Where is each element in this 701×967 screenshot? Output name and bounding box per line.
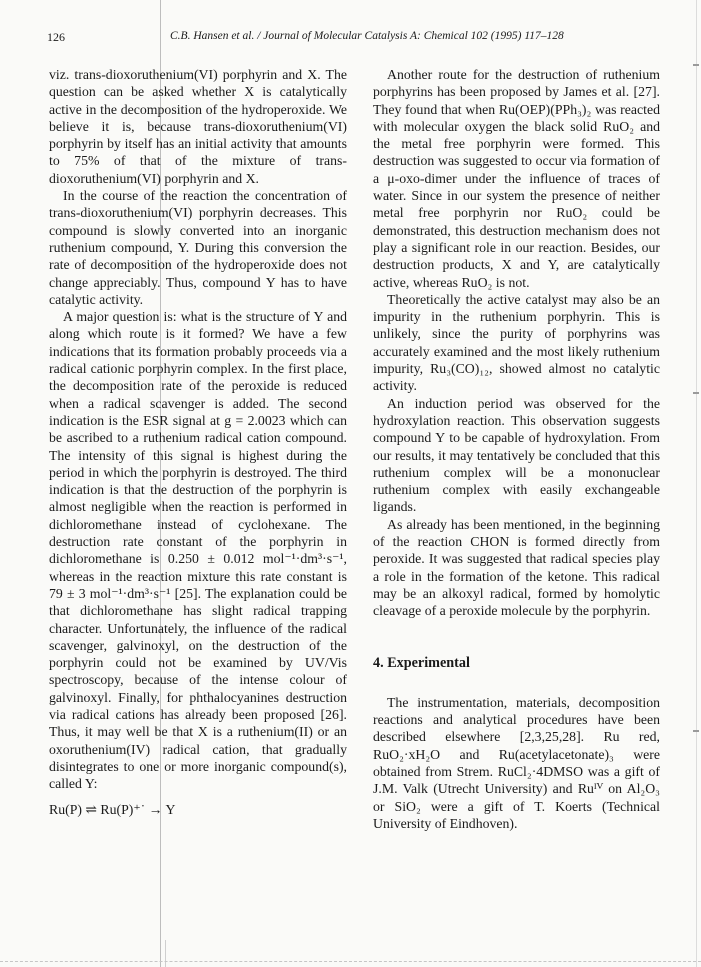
page-header xyxy=(0,30,701,48)
paragraph: Another route for the destruction of ruthenium porphyrins has been proposed by James et al. [27]. They found that when Ru(OEP)(PPh₃)₂ was reacted with molecular oxygen the black solid RuO₂ and the metal free porphyrin were formed. This destruction was suggested to occur via formation of a μ-oxo-dimer under the influence of traces of water. Since in our system the presence of neither metal free porphyrin nor RuO₂ could be demonstrated, this destruction mechanism does not play a significant role in our reaction. Besides, our destruction products, X and Y, are catalytically active, whereas RuO₂ is not. xyxy=(373,67,660,290)
right-column xyxy=(373,66,660,832)
left-column xyxy=(49,66,347,819)
edge-mark xyxy=(693,392,699,394)
bottom-dashed-rule xyxy=(0,961,701,962)
page-number: 126 xyxy=(47,30,65,44)
edge-mark xyxy=(693,64,699,66)
paragraph: Theoretically the active catalyst may also be an impurity in the ruthenium porphyrin. This is unlikely, since the purity of porphyrins was accurately examined and the most likely ruthenium impurity, Ru₃(CO)₁₂, showed almost no catalytic activity. xyxy=(373,291,660,394)
paragraph: A major question is: what is the structure of Y and along which route is it formed? We have a few indications that its formation probably proceeds via a radical cationic porphyrin complex. In the first place, the decomposition rate of the peroxide is reduced when a radical scavenger is added. The second indication is the ESR signal at g = 2.0023 which can be ascribed to a ruthenium radical cation compound. The intensity of this signal is highest during the period in which the porphyrin is destroyed. The third indication is that the destruction of the porphyrin is almost negligible when the reaction is performed in dichloromethane instead of cyclohexane. The destruction rate constant of the porphyrin in dichloromethane is 0.250 ± 0.012 mol⁻¹·dm³·s⁻¹, whereas in the reaction mixture this rate constant is 79 ± 3 mol⁻¹·dm³·s⁻¹ [25]. The explanation could be that dichloromethane has slight radical trapping character. Unfortunately, the influence of the radical scavenger, galvinoxyl, on the destruction of the porphyrin could not be examined by UV/Vis spectroscopy, because of the intense colour of galvinoxyl. Finally, for phthalocyanines destruction via radical cations has already been proposed [26]. Thus, it may well be that X is a ruthenium(II) or an oxoruthenium(IV) radical cation, that gradually disintegrates to one or more inorganic compound(s), called Y: xyxy=(49,309,347,792)
paragraph: The instrumentation, materials, decomposition reactions and analytical procedures have been described elsewhere [2,3,25,28]. Ru red, RuO₂·xH₂O and Ru(acetylacetonate)₃ were obtained from Strem. RuCl₂·4DMSO was a gift of J.M. Valk (Utrecht University) and Ruᴵⱽ on Al₂O₃ or SiO₂ were a gift of T. Koerts (Technical University of Eindhoven). xyxy=(373,694,660,831)
running-head: C.B. Hansen et al. / Journal of Molecular Catalysis A: Chemical 102 (1995) 117–128 xyxy=(170,30,564,42)
page-edge xyxy=(696,0,697,967)
paragraph: In the course of the reaction the concentration of trans-dioxoruthenium(VI) porphyrin decreases. This compound is slowly converted into an inorganic ruthenium compound, Y. During this conversion the rate of decomposition of the hydroperoxide does not change appreciably. Thus, compound Y has to have catalytic activity. xyxy=(49,188,347,307)
edge-mark xyxy=(693,730,699,732)
paragraph: viz. trans-dioxoruthenium(VI) porphyrin and X. The question can be asked whether X is catalytically active in the decomposition of the hydroperoxide. We believe it is, because trans-dioxoruthenium(VI) porphyrin by itself has an initial activity that amounts to 75% of that of the mixture of trans-dioxoruthenium(VI) porphyrin and X. xyxy=(49,67,347,186)
paragraph: As already has been mentioned, in the beginning of the reaction CHON is formed directly from peroxide. It was suggested that radical species play a role in the formation of the ketone. This radical may be an alkoxyl radical, formed by homolytic cleavage of a peroxide molecule by the porphyrin. xyxy=(373,516,660,619)
reaction-equation: Ru(P) ⇌ Ru(P)⁺˙ → Y xyxy=(49,802,176,818)
paragraph: An induction period was observed for the hydroxylation reaction. This observation suggests compound Y to be capable of hydroxylation. From our results, it may tentatively be concluded that this ruthenium complex will be a mononuclear ruthenium complex with easily exchangeable ligands. xyxy=(373,395,660,515)
page-fold-line-lower xyxy=(165,940,166,967)
section-heading: 4. Experimental xyxy=(373,654,470,671)
